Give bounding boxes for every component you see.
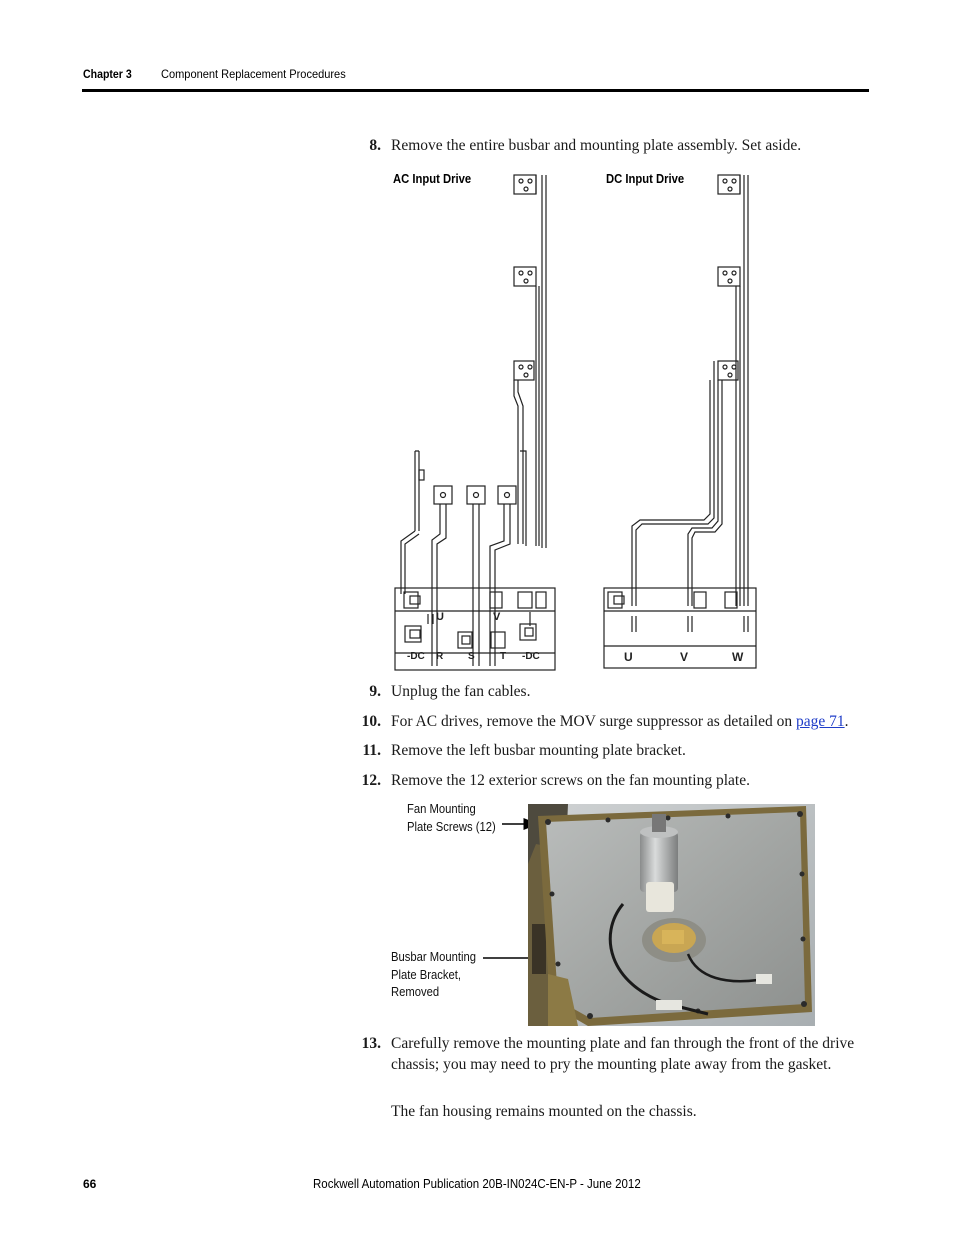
step-text: Remove the entire busbar and mounting plate assembly. Set aside. [391,137,802,154]
step-text [391,712,866,733]
step-text: Remove the left busbar mounting plate bracket. [391,742,686,759]
step-text: Unplug the fan cables. [391,683,531,700]
step-number: 9. [369,683,381,700]
publication-info: Rockwell Automation Publication 20B-IN024C-EN-P - June 2012 [313,1177,641,1191]
step-number: 12. [361,772,381,789]
busbar-assembly-figure [390,166,770,674]
callout-line: Removed [391,985,440,999]
ac-terminal-v: V [493,611,501,623]
step-13-note: The fan housing remains mounted on the chassis. [391,1103,697,1120]
step-text: Carefully remove the mounting plate and fan through the front of the drive chassis; you may need to pry the mounting plate away from the gasket. [391,1035,855,1073]
step-number: 8. [369,137,381,154]
dc-terminal-u: U [624,650,633,664]
step-number: 11. [362,742,381,759]
ac-terminal-u: U [436,611,444,623]
callout-line: Fan Mounting [407,802,476,816]
step-text-after-link: . [844,713,849,730]
callout-line: Plate Screws (12) [407,819,496,834]
chapter-label: Chapter 3 [83,67,132,81]
step-number: 10. [361,713,381,730]
fan-mounting-plate-photo [528,804,815,1026]
callout-line: Plate Bracket, [391,967,462,982]
page-number: 66 [83,1177,97,1191]
busbar-drawing [390,166,770,674]
ac-terminal-neg-dc-right: -DC [522,651,540,662]
step-number: 13. [361,1035,381,1052]
dc-input-drive-label: DC Input Drive [606,172,685,186]
ac-terminal-neg-dc-left: -DC [407,651,425,662]
ac-terminal-t: T [500,651,507,662]
callout-line: Busbar Mounting [391,950,477,964]
ac-terminal-s: S [468,651,475,662]
section-title: Component Replacement Procedures [161,67,346,81]
ac-input-drive-label: AC Input Drive [393,172,472,186]
page-71-link[interactable]: page 71 [795,713,845,730]
fan-mounting-screws-callout [407,801,496,836]
dc-terminal-w: W [732,650,744,664]
busbar-bracket-callout [391,949,476,1002]
header-rule [82,89,869,92]
step-text: Remove the 12 exterior screws on the fan mounting plate. [391,772,750,789]
ac-terminal-r: R [436,651,444,662]
step-text-before-link: For AC drives, remove the MOV surge suppressor as detailed on [391,713,796,730]
dc-terminal-v: V [680,650,689,664]
